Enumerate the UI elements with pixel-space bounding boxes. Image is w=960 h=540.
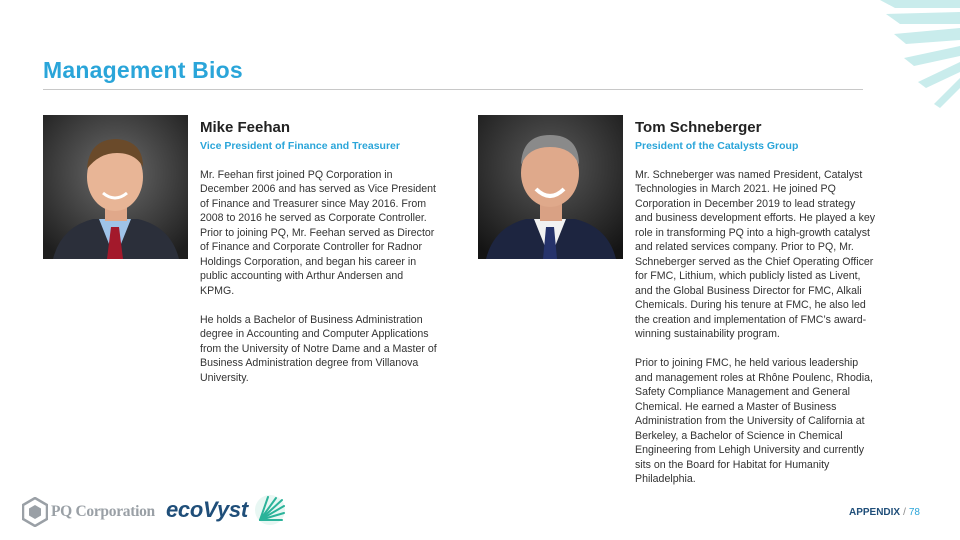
bio-name: Mike Feehan xyxy=(200,119,291,136)
decorative-fan-graphic xyxy=(840,0,960,115)
ecovyst-logo-text: ecoVyst xyxy=(166,497,248,522)
title-divider xyxy=(43,89,863,90)
mike-feehan-photo xyxy=(43,115,188,259)
tom-schneberger-photo xyxy=(478,115,623,259)
page-number: 78 xyxy=(908,507,920,518)
pq-corporation-logo xyxy=(22,496,157,528)
footer-separator: / xyxy=(903,507,906,518)
bio-mike-feehan xyxy=(200,119,455,385)
pq-hexagon-icon xyxy=(22,497,48,527)
pq-logo-text: PQ Corporation xyxy=(51,503,155,520)
bio-tom-schneberger xyxy=(635,119,890,487)
page-footer xyxy=(849,507,920,518)
bio-paragraph: Prior to joining FMC, he held various leadership and management roles at Rhône Poulenc, Rhodia, Safety Compliance Management and General Chemical. He earned a Master of Business Administration from the University of California at Berkeley, a Bachelor of Science in Chemical Engineering from Lehigh University and currently sits on the Board for Habitat for Humanity Philadelphia. xyxy=(635,357,873,485)
bio-name: Tom Schneberger xyxy=(635,119,762,136)
page-title: Management Bios xyxy=(43,57,243,83)
bio-paragraph: Mr. Schneberger was named President, Catalyst Technologies in March 2021. He joined PQ Corporation in December 2019 to lead strategy and business development efforts. He played a key role in transforming PQ into a high-growth catalyst and related services company. Prior to PQ, Mr. Schneberger served as the Chief Operating Officer for FMC, Lithium, which publicly listed as Livent, and the Global Business Director for FMC, Alkali Chemicals. During his tenure at FMC, he also led the creation and implementation of FMC’s award- winning sustainability program. xyxy=(635,168,876,340)
bio-role: President of the Catalysts Group xyxy=(635,140,799,152)
bio-paragraph: He holds a Bachelor of Business Administration degree in Accounting and Computer Applications from the University of Notre Dame and a Master of Business Administration degree from Villanova University. xyxy=(200,313,437,384)
bio-paragraph: Mr. Feehan first joined PQ Corporation in December 2006 and has served as Vice President of Finance and Treasurer since May 2016. From 2008 to 2016 he served as Corporate Controller. Prior to joining PQ, Mr. Feehan served as Director of Finance and Corporate Controller for Radnor Holdings Corporation, and began his career in public accounting with Arthur Andersen and KPMG. xyxy=(200,168,436,297)
ecovyst-logo xyxy=(166,492,286,528)
footer-section-label: APPENDIX xyxy=(848,507,901,518)
bio-role: Vice President of Finance and Treasurer xyxy=(200,140,400,152)
ecovyst-sunburst-icon xyxy=(254,494,286,526)
